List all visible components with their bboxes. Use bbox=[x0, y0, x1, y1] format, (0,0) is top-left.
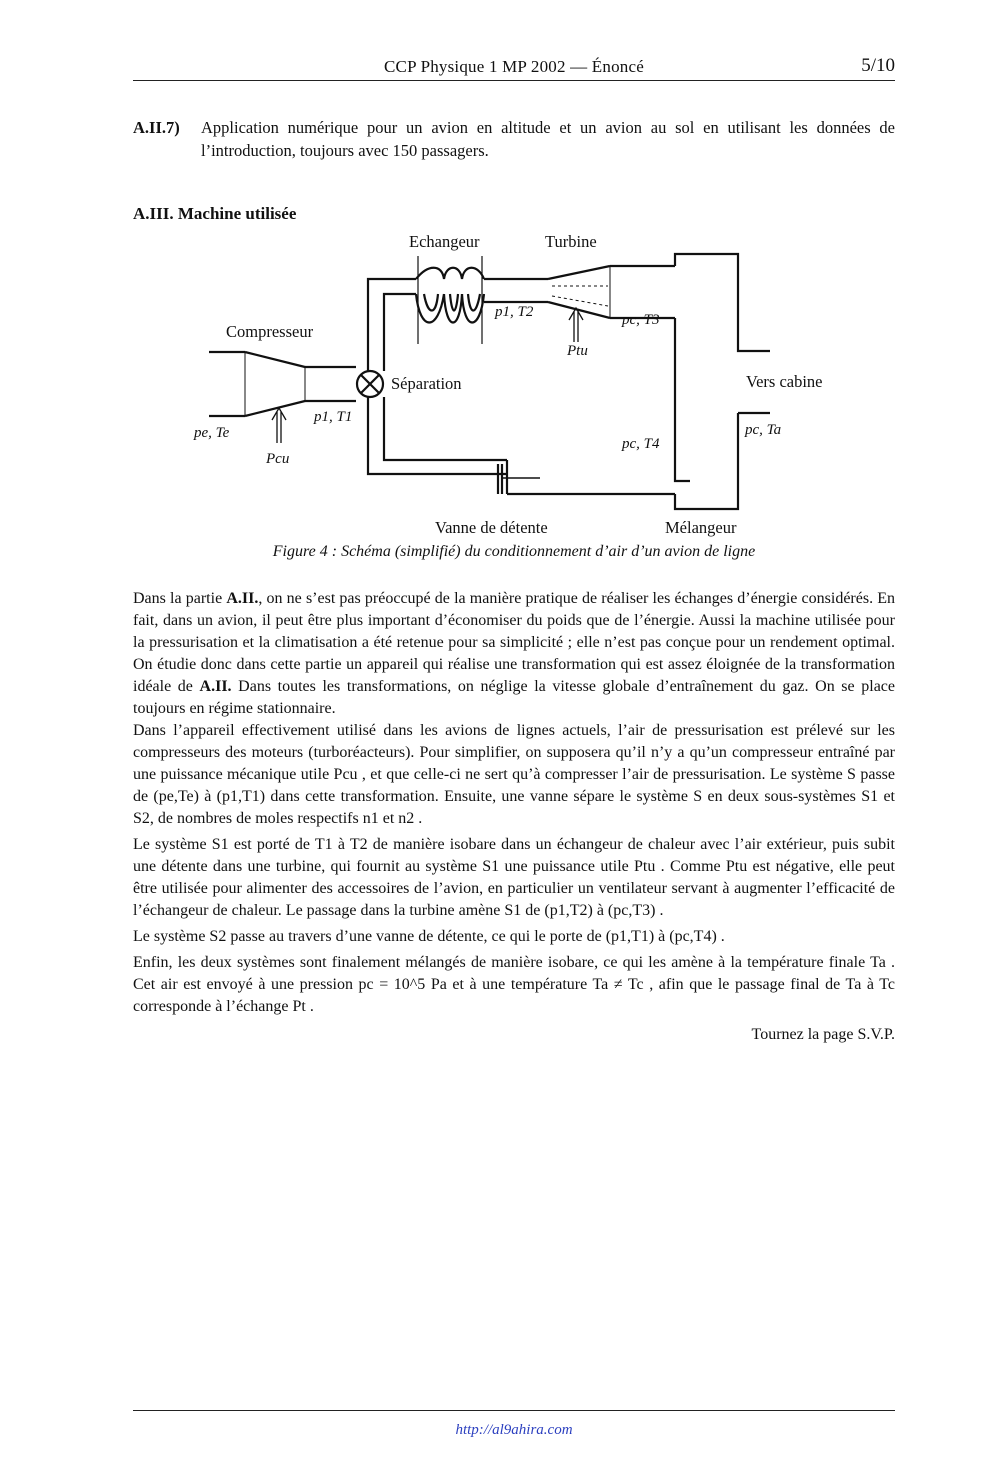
paragraph-2: Dans l’appareil effectivement utilisé dans les avions de lignes actuels, l’air de pressurisation est prélevé sur les compresseurs des moteurs (turboréacteurs). Pour simplifier, on supposera qu’il n’y a qu’un compresseur entraîné par une puissance mécanique utile Pcu , et que celle-ci ne sert qu’à compresser l’air de pressurisation. Le système S passe de (pe,Te) à (p1,T1) dans cette transformation. Ensuite, une vanne sépare le système S en deux sous-systèmes S1 et S2, de nombres de moles respectifs n1 et n2 . bbox=[133, 722, 895, 827]
figure-caption: Figure 4 : Schéma (simplifié) du conditionnement d’air d’un avion de ligne bbox=[272, 543, 756, 560]
vers-cabine-label: Vers cabine bbox=[746, 372, 823, 391]
p1-e: Dans toutes les transformations, on néglige la vitesse globale d’entraînement du gaz. On se place toujours en régime stationnaire. bbox=[133, 678, 896, 717]
echangeur-label: Echangeur bbox=[409, 232, 480, 251]
footer-link[interactable]: http://al9ahira.com bbox=[455, 1422, 573, 1438]
page-header bbox=[133, 52, 895, 81]
var-pcu: Pcu bbox=[266, 451, 290, 467]
figure-4-diagram bbox=[180, 226, 840, 541]
section-title: A.III. Machine utilisée bbox=[133, 204, 297, 223]
var-pc-t4: pc, T4 bbox=[622, 436, 660, 452]
var-pc-t3: pc, T3 bbox=[622, 312, 660, 328]
heat-exchanger bbox=[416, 256, 484, 344]
var-p1-t2: p1, T2 bbox=[495, 304, 534, 320]
body-text bbox=[133, 588, 895, 1046]
separation-label: Séparation bbox=[391, 374, 462, 393]
paragraph-3: Le système S1 est porté de T1 à T2 de manière isobare dans un échangeur de chaleur avec l’air extérieur, puis subit une détente dans une turbine, qui fournit au système S1 une puissance utile Ptu . Comme Ptu est négative, elle peut être utilisée pour alimenter des accessoires de l’avion, en particulier un ventilateur servant à augmenter l’efficacité de l’échangeur de chaleur. Le passage dans la turbine amène S1 de (p1,T2) à (pc,T3) . bbox=[133, 836, 895, 919]
paragraph-4: Le système S2 passe au travers d’une vanne de détente, ce qui le porte de (p1,T1) à (pc,T4) . bbox=[133, 928, 725, 945]
paragraph-5: Enfin, les deux systèmes sont finalement mélangés de manière isobare, ce qui les amène à la température finale Ta . Cet air est envoyé à une pression pc = 10^5 Pa et à une température Ta ≠ Tc , afin que le passage final de Ta à Tc corresponde à l’échange Pt . bbox=[133, 954, 895, 1015]
upper-pipe bbox=[368, 279, 416, 371]
lower-pipe bbox=[368, 397, 507, 474]
question-number: A.II.7) bbox=[133, 118, 180, 137]
p1-c: , on ne s’est pas préoccupé de la manière pratique de réaliser les échanges d’énergie considérés. En fait, dans un avion, il peut être plus important d’économiser du poids que de l’énergie. Aussi la machine utilisée pour la pressurisation et la climatisation a été retenue pour sa simplicité ; elle n’est pas conçue pour un rendement optimal. On étudie donc dans cette partie un appareil qui réalise une transformation qui est assez éloignée de la transformation idéale de bbox=[133, 590, 896, 695]
turbine-power-arrow bbox=[569, 308, 583, 342]
turbine-shape bbox=[548, 266, 675, 318]
var-ptu: Ptu bbox=[567, 343, 588, 359]
var-p1-t1: p1, T1 bbox=[314, 409, 353, 425]
footer-rule bbox=[133, 1410, 895, 1411]
var-pc-ta: pc, Ta bbox=[745, 422, 782, 438]
p1-a: Dans la partie bbox=[133, 590, 227, 607]
turbine-label: Turbine bbox=[545, 232, 597, 251]
compressor-power-arrow bbox=[272, 408, 286, 443]
turn-page-note: Tournez la page S.V.P. bbox=[751, 1026, 895, 1043]
vanne-label: Vanne de détente bbox=[435, 518, 548, 537]
paragraph-1 bbox=[133, 588, 895, 720]
question-a-ii-7 bbox=[133, 116, 895, 162]
compressor-shape bbox=[209, 352, 356, 416]
p1-ref-1: A.II. bbox=[226, 590, 259, 607]
p1-ref-2: A.II. bbox=[199, 678, 232, 695]
schematic-drawing bbox=[180, 226, 840, 541]
header-title: CCP Physique 1 MP 2002 — Énoncé bbox=[384, 57, 644, 76]
expansion-valve bbox=[498, 460, 675, 494]
separation-valve bbox=[357, 371, 383, 397]
page-number: 5/10 bbox=[861, 55, 895, 76]
question-text: Application numérique pour un avion en altitude et un avion au sol en utilisant les données de l’introduction, toujours avec 150 passagers. bbox=[201, 118, 895, 160]
melangeur-label: Mélangeur bbox=[665, 518, 737, 537]
var-pe-te: pe, Te bbox=[194, 425, 230, 441]
compresseur-label: Compresseur bbox=[226, 322, 314, 341]
